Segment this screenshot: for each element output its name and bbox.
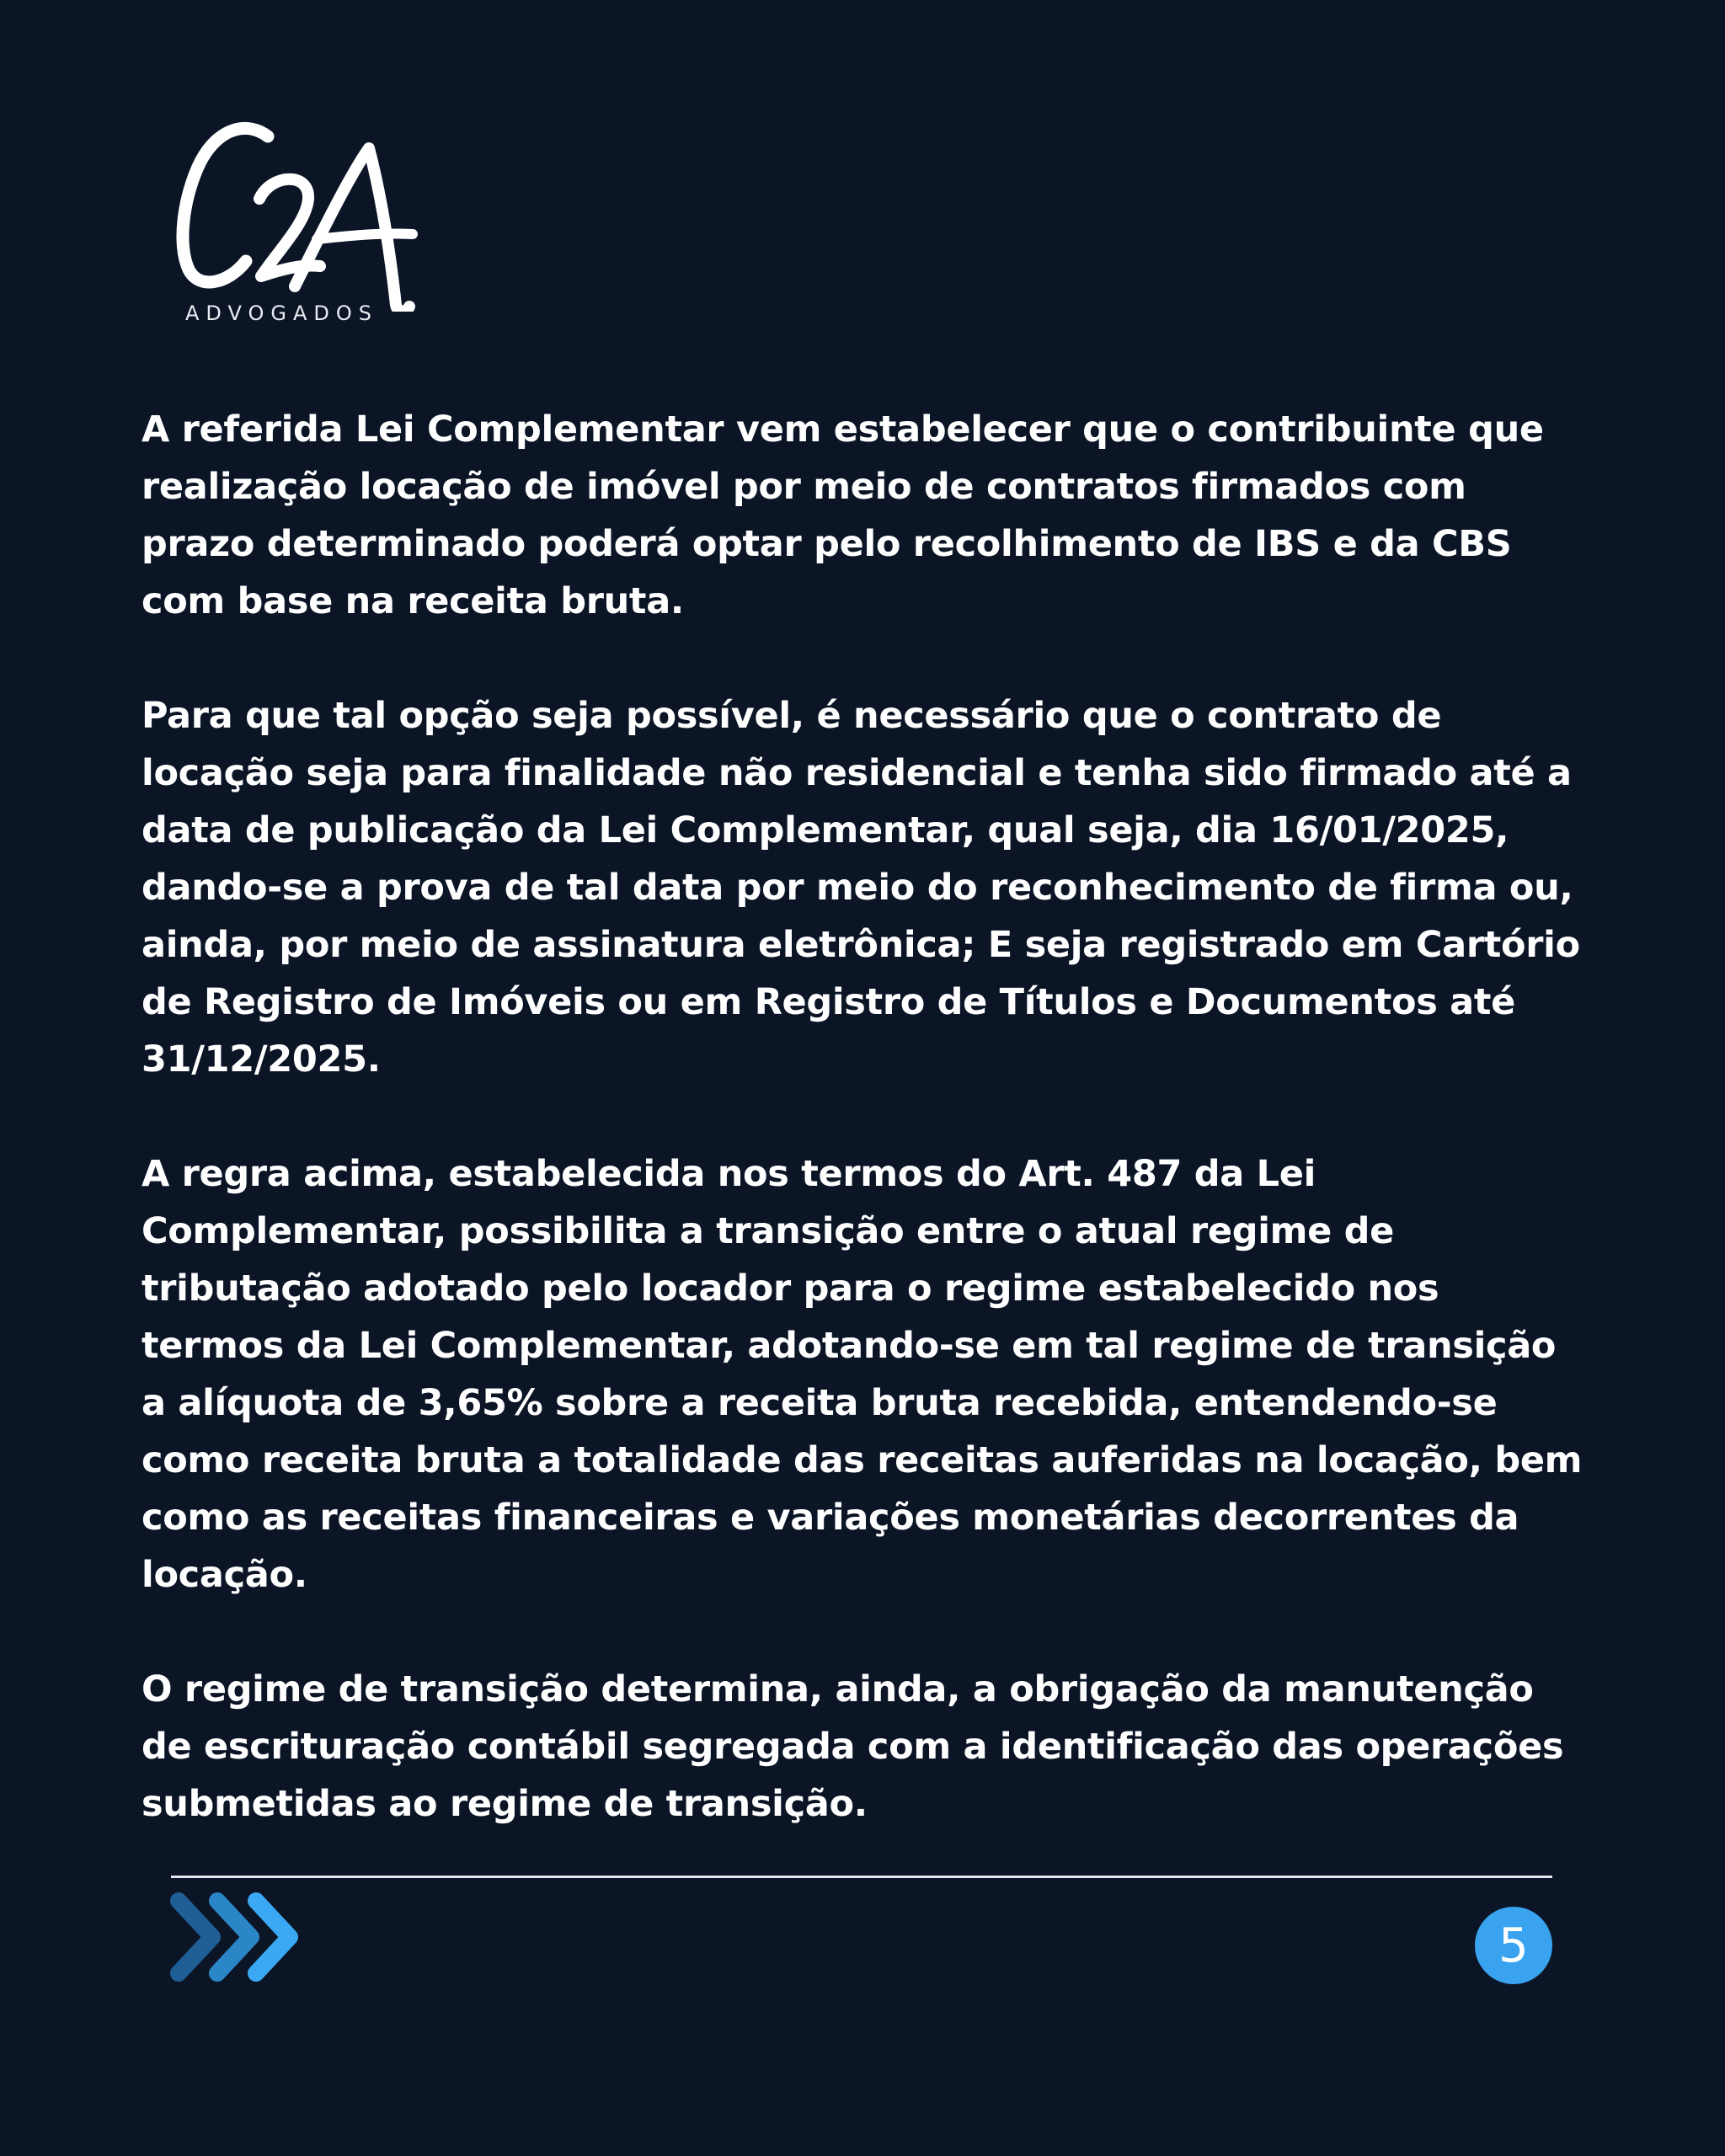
paragraph-4: O regime de transição determina, ainda, a obrigação da manutenção de escrituração contábil segregada com a identificação das operações submetidas ao regime de transição.	[142, 1668, 1564, 1825]
c2a-logo-mark	[168, 118, 421, 312]
footer-divider	[171, 1876, 1552, 1878]
paragraph-3: A regra acima, estabelecida nos termos do Art. 487 da Lei Complementar, possibilita a transição entre o atual regime de tributação adotado pelo locador para o regime estabelecido nos termos da Lei Complementar, adotando-se em tal regime de transição a alíquota de 3,65% sobre a receita bruta recebida, entendendo-se como receita bruta a totalidade das receitas auferidas na locação, bem como as receitas financeiras e variações monetárias decorrentes da locação.	[142, 1153, 1583, 1596]
logo	[168, 118, 421, 328]
logo-subtitle: ADVOGADOS	[185, 302, 378, 325]
triple-chevron-right-icon	[168, 1891, 312, 1983]
paragraph-1: A referida Lei Complementar vem estabelecer que o contribuinte que realização locação de imóvel por meio de contratos firmados com prazo determinado poderá optar pelo recolhimento de IBS e da CBS com base na receita bruta.	[142, 408, 1544, 622]
article-body	[142, 401, 1590, 1890]
page-number-badge: 5	[1475, 1907, 1552, 1984]
paragraph-2: Para que tal opção seja possível, é necessário que o contrato de locação seja para finalidade não residencial e tenha sido firmado até a data de publicação da Lei Complementar, qual seja, dia 16/01/2025, dando-se a prova de tal data por meio do reconhecimento de firma ou, ainda, por meio de assinatura eletrônica; E seja registrado em Cartório de Registro de Imóveis ou em Registro de Títulos e Documentos até 31/12/2025.	[142, 695, 1580, 1081]
